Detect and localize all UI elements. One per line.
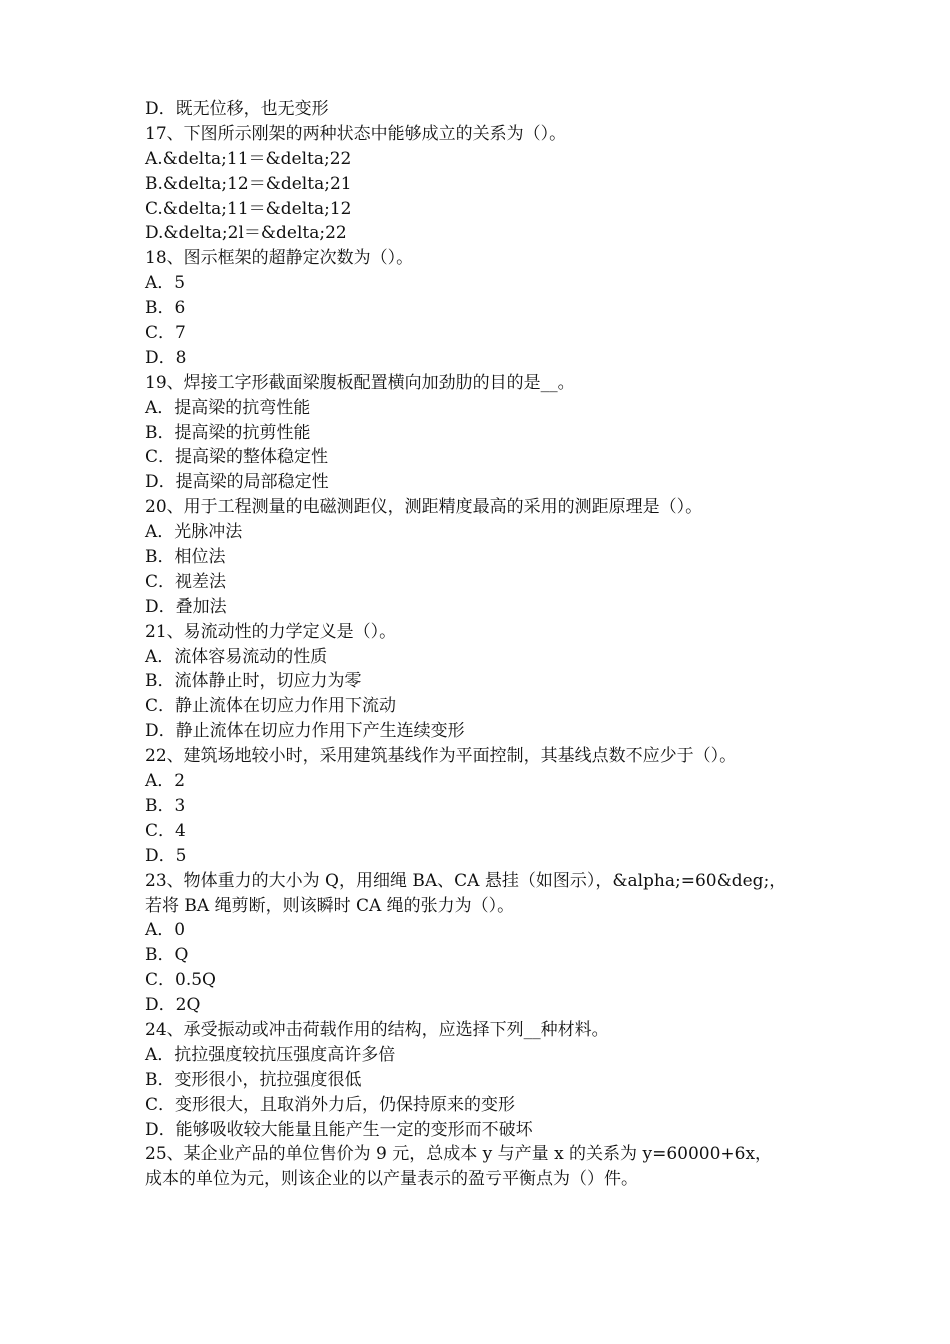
question-19-stem: 19、焊接工字形截面梁腹板配置横向加劲肋的目的是__。 [145, 372, 575, 393]
question-23-stem-line-1: 23、物体重力的大小为 Q，用细绳 BA、CA 悬挂（如图示），&alpha;=60&deg;， [145, 870, 787, 891]
question-19-option-b: B．提高梁的抗剪性能 [145, 422, 311, 443]
question-21-option-d: D．静止流体在切应力作用下产生连续变形 [145, 721, 465, 742]
question-24-option-c: C．变形很大，且取消外力后，仍保持原来的变形 [145, 1094, 516, 1115]
question-24-option-b: B．变形很小，抗拉强度很低 [145, 1069, 362, 1090]
question-18-option-d: D．8 [145, 347, 187, 368]
question-24-option-d: D．能够吸收较大能量且能产生一定的变形而不破坏 [145, 1119, 533, 1140]
question-17-option-c: C.&delta;11＝&delta;12 [145, 198, 352, 219]
question-22-option-c: C．4 [145, 820, 186, 841]
question-20-option-b: B．相位法 [145, 547, 226, 568]
text-line: D．既无位移，也无变形 [145, 99, 329, 119]
question-18-option-c: C．7 [145, 323, 186, 344]
question-23-option-d: D．2Q [145, 995, 201, 1016]
question-23-stem-line-2: 若将 BA 绳剪断，则该瞬时 CA 绳的张力为（）。 [145, 895, 515, 916]
question-19-option-d: D．提高梁的局部稳定性 [145, 472, 329, 493]
question-23-option-c: C．0.5Q [145, 970, 216, 991]
question-23-option-b: B．Q [145, 945, 189, 966]
question-21-option-a: A．流体容易流动的性质 [145, 646, 328, 667]
document-body [145, 97, 825, 1192]
question-22-option-a: A．2 [145, 771, 186, 792]
question-25-stem-line-2: 成本的单位为元，则该企业的以产量表示的盈亏平衡点为（）件。 [145, 1169, 638, 1190]
question-17-option-b: B.&delta;12＝&delta;21 [145, 173, 352, 194]
question-18-option-b: B．6 [145, 298, 186, 319]
question-17-option-a: A.&delta;11＝&delta;22 [145, 148, 352, 169]
question-21-stem: 21、易流动性的力学定义是（）。 [145, 621, 397, 642]
question-25-stem-line-1: 25、某企业产品的单位售价为 9 元，总成本 y 与产量 x 的关系为 y=60000+6x， [145, 1144, 773, 1165]
question-23-option-a: A．0 [145, 920, 186, 941]
question-21-option-c: C．静止流体在切应力作用下流动 [145, 696, 397, 717]
question-20-stem: 20、用于工程测量的电磁测距仪，测距精度最高的采用的测距原理是（）。 [145, 497, 703, 518]
question-21-option-b: B．流体静止时，切应力为零 [145, 671, 362, 692]
question-19-option-a: A．提高梁的抗弯性能 [145, 397, 311, 418]
question-19-option-c: C．提高梁的整体稳定性 [145, 447, 329, 468]
question-24-option-a: A．抗拉强度较抗压强度高许多倍 [145, 1044, 396, 1065]
question-22-stem: 22、建筑场地较小时，采用建筑基线作为平面控制，其基线点数不应少于（）。 [145, 746, 737, 767]
question-17-option-d: D.&delta;2l＝&delta;22 [145, 223, 347, 244]
question-22-option-d: D．5 [145, 845, 187, 866]
question-18-stem: 18、图示框架的超静定次数为（）。 [145, 248, 414, 269]
question-17-stem: 17、下图所示刚架的两种状态中能够成立的关系为（）。 [145, 123, 567, 144]
question-22-option-b: B．3 [145, 795, 186, 816]
question-20-option-c: C．视差法 [145, 571, 227, 592]
question-18-option-a: A．5 [145, 273, 186, 294]
question-24-stem: 24、承受振动或冲击荷载作用的结构，应选择下列__种材料。 [145, 1019, 609, 1040]
question-20-option-a: A．光脉冲法 [145, 522, 243, 543]
question-20-option-d: D．叠加法 [145, 596, 227, 617]
